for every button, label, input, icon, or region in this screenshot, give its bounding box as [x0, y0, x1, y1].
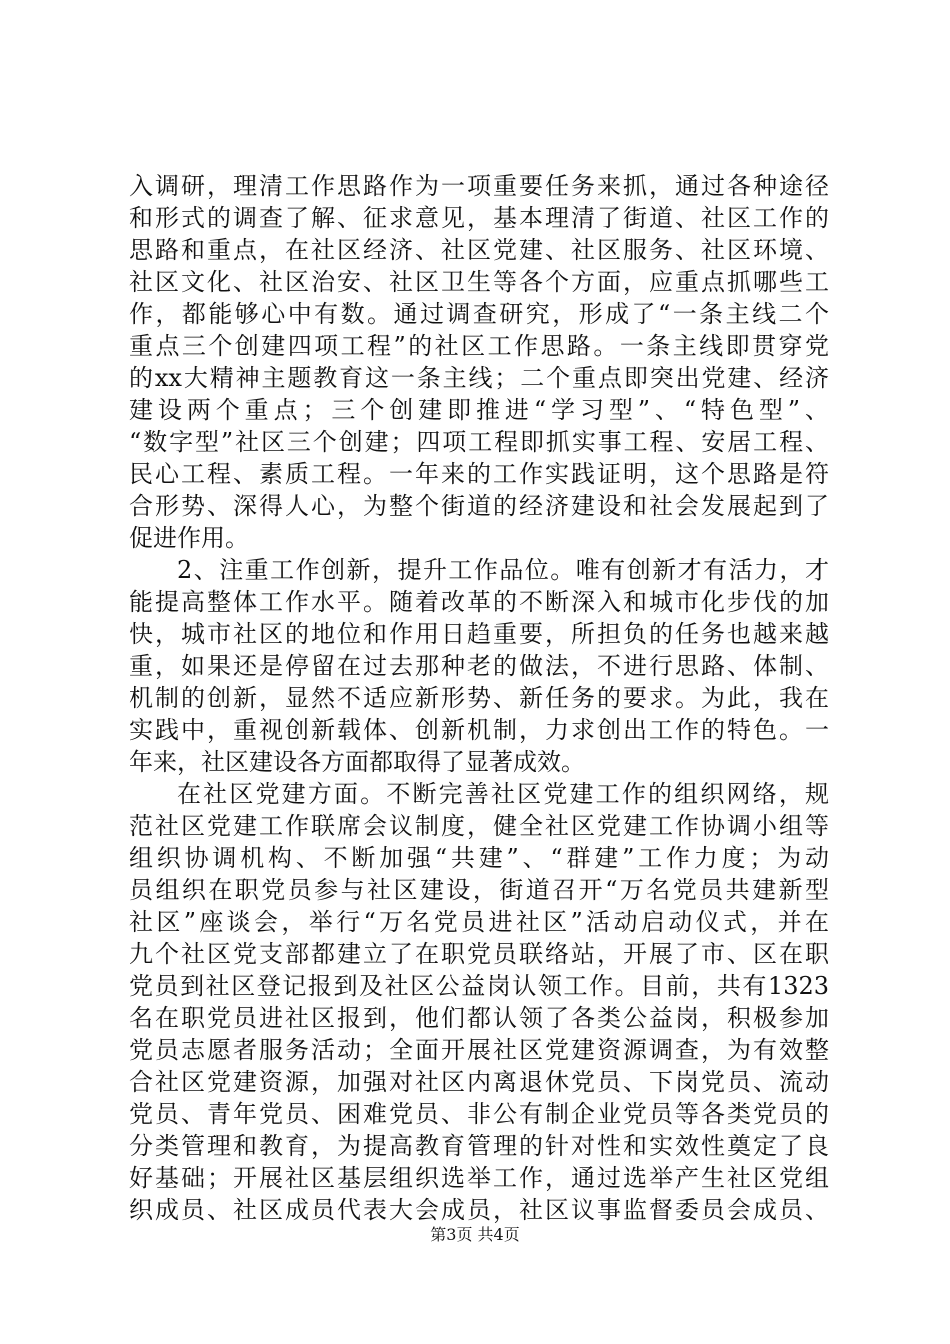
text-line: 党员、青年党员、困难党员、非公有制企业党员等各类党员的	[129, 1100, 829, 1128]
text-line: 党员到社区登记报到及社区公益岗认领工作。目前，共有1323	[129, 972, 829, 1000]
text-line: 思路和重点，在社区经济、社区党建、社区服务、社区环境、	[129, 236, 829, 264]
text-line: 合形势、深得人心，为整个街道的经济建设和社会发展起到了	[129, 492, 829, 520]
text-line: 的xx大精神主题教育这一条主线；二个重点即突出党建、经济	[129, 364, 829, 392]
text-line: 社区文化、社区治安、社区卫生等各个方面，应重点抓哪些工	[129, 268, 829, 296]
body-text	[129, 170, 829, 1226]
text-line: 促进作用。	[129, 524, 249, 552]
text-line: 重点三个创建四项工程”的社区工作思路。一条主线即贯穿党	[129, 332, 829, 360]
text-line: 能提高整体工作水平。随着改革的不断深入和城市化步伐的加	[129, 588, 829, 616]
text-line: 重，如果还是停留在过去那种老的做法，不进行思路、体制、	[129, 652, 829, 680]
text-line: 织成员、社区成员代表大会成员，社区议事监督委员会成员、	[129, 1196, 829, 1224]
text-line: 年来，社区建设各方面都取得了显著成效。	[129, 748, 585, 776]
text-line: 快，城市社区的地位和作用日趋重要，所担负的任务也越来越	[129, 620, 829, 648]
text-line: 好基础；开展社区基层组织选举工作，通过选举产生社区党组	[129, 1164, 829, 1192]
text-line: 分类管理和教育，为提高教育管理的针对性和实效性奠定了良	[129, 1132, 829, 1160]
text-line: 名在职党员进社区报到，他们都认领了各类公益岗，积极参加	[129, 1004, 829, 1032]
paragraph-first-line: 2、注重工作创新，提升工作品位。唯有创新才有活力，才	[177, 556, 829, 584]
text-line: 员组织在职党员参与社区建设，街道召开“万名党员共建新型	[129, 876, 829, 904]
text-line: 九个社区党支部都建立了在职党员联络站，开展了市、区在职	[129, 940, 829, 968]
text-line: 机制的创新，显然不适应新形势、新任务的要求。为此，我在	[129, 684, 829, 712]
text-line: “数字型”社区三个创建；四项工程即抓实事工程、安居工程、	[129, 428, 829, 456]
text-line: 范社区党建工作联席会议制度，健全社区党建工作协调小组等	[129, 812, 829, 840]
paragraph-first-line: 在社区党建方面。不断完善社区党建工作的组织网络，规	[177, 780, 829, 808]
text-line: 入调研，理清工作思路作为一项重要任务来抓，通过各种途径	[129, 172, 829, 200]
text-line: 组织协调机构、不断加强“共建”、“群建”工作力度；为动	[129, 844, 829, 872]
text-line: 建设两个重点；三个创建即推进“学习型”、“特色型”、	[129, 396, 829, 424]
text-line: 作，都能够心中有数。通过调查研究，形成了“一条主线二个	[129, 300, 829, 328]
page-footer: 第3页 共4页	[430, 1225, 520, 1244]
text-line: 党员志愿者服务活动；全面开展社区党建资源调查，为有效整	[129, 1036, 829, 1064]
text-line: 民心工程、素质工程。一年来的工作实践证明，这个思路是符	[129, 460, 829, 488]
text-line: 实践中，重视创新载体、创新机制，力求创出工作的特色。一	[129, 716, 829, 744]
text-line: 和形式的调查了解、征求意见，基本理清了街道、社区工作的	[129, 204, 829, 232]
text-line: 合社区党建资源，加强对社区内离退休党员、下岗党员、流动	[129, 1068, 829, 1096]
text-line: 社区”座谈会，举行“万名党员进社区”活动启动仪式，并在	[129, 908, 829, 936]
